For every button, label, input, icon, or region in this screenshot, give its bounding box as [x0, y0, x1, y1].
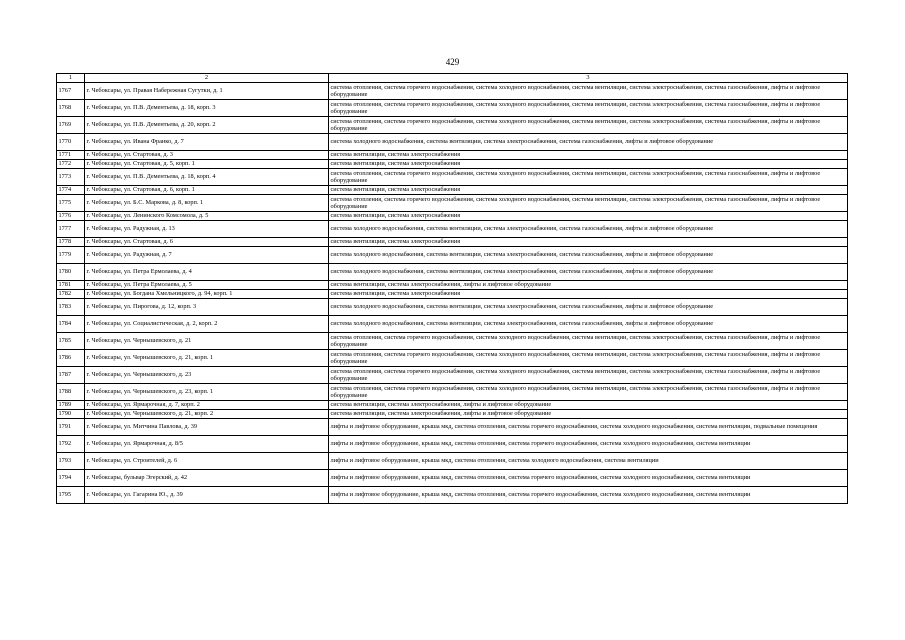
table-header-row [57, 74, 848, 83]
table-row [57, 419, 848, 436]
table-row [57, 410, 848, 419]
systems-cell: система вентиляции, система электроснабжения, лифты и лифтовое оборудование [329, 410, 848, 419]
systems-cell: лифты и лифтовое оборудование, крыша мкд, система отопления, система холодного водоснабжения, система вентиляции [329, 453, 848, 470]
building-systems-table [56, 73, 848, 504]
row-number-cell: 1791 [57, 419, 85, 436]
address-cell: г. Чебоксары, ул. Правая Набережная Сугутки, д. 1 [85, 83, 329, 100]
table-row [57, 151, 848, 160]
table-row [57, 247, 848, 264]
systems-cell: система вентиляции, система электроснабжения [329, 238, 848, 247]
systems-cell: система отопления, система горячего водоснабжения, система холодного водоснабжения, система вентиляции, система электроснабжения, система газоснабжения, лифты и лифтовое оборудование [329, 350, 848, 367]
table-row [57, 238, 848, 247]
column-header-number: 1 [57, 74, 85, 83]
row-number-cell: 1790 [57, 410, 85, 419]
address-cell: г. Чебоксары, ул. П.В. Дементьева, д. 20, корп. 2 [85, 117, 329, 134]
row-number-cell: 1772 [57, 160, 85, 169]
address-cell: г. Чебоксары, ул. Ярмарочная, д. 8/5 [85, 436, 329, 453]
table-row [57, 195, 848, 212]
systems-cell: система вентиляции, система электроснабжения [329, 186, 848, 195]
row-number-cell: 1789 [57, 401, 85, 410]
table-row [57, 221, 848, 238]
systems-cell: система вентиляции, система электроснабжения, лифты и лифтовое оборудование [329, 401, 848, 410]
row-number-cell: 1779 [57, 247, 85, 264]
address-cell: г. Чебоксары, ул. Стартовая, д. 5, корп. 1 [85, 160, 329, 169]
table-row [57, 117, 848, 134]
row-number-cell: 1778 [57, 238, 85, 247]
table-row [57, 333, 848, 350]
address-cell: г. Чебоксары, ул. Чернышевского, д. 23, корп. 1 [85, 384, 329, 401]
address-cell: г. Чебоксары, ул. Стартовая, д. 6, корп. 1 [85, 186, 329, 195]
page-number: 429 [445, 57, 460, 67]
address-cell: г. Чебоксары, ул. П.В. Дементьева, д. 18, корп. 3 [85, 100, 329, 117]
row-number-cell: 1771 [57, 151, 85, 160]
table-row [57, 299, 848, 316]
address-cell: г. Чебоксары, ул. Петра Ермолаева, д. 4 [85, 264, 329, 281]
table-row [57, 281, 848, 290]
address-cell: г. Чебоксары, ул. Стартовая, д. 6 [85, 238, 329, 247]
systems-cell: лифты и лифтовое оборудование, крыша мкд, система отопления, система горячего водоснабжения, система холодного водоснабжения, система вентиляции [329, 470, 848, 487]
systems-cell: лифты и лифтовое оборудование, крыша мкд, система отопления, система горячего водоснабжения, система холодного водоснабжения, система вентиляции, подвальные помещения [329, 419, 848, 436]
systems-cell: система отопления, система горячего водоснабжения, система холодного водоснабжения, система вентиляции, система электроснабжения, система газоснабжения, лифты и лифтовое оборудование [329, 117, 848, 134]
row-number-cell: 1774 [57, 186, 85, 195]
table-row [57, 169, 848, 186]
table-row [57, 453, 848, 470]
table-row [57, 367, 848, 384]
row-number-cell: 1769 [57, 117, 85, 134]
table-row [57, 316, 848, 333]
row-number-cell: 1770 [57, 134, 85, 151]
row-number-cell: 1781 [57, 281, 85, 290]
table-row [57, 83, 848, 100]
row-number-cell: 1775 [57, 195, 85, 212]
row-number-cell: 1786 [57, 350, 85, 367]
table-row [57, 212, 848, 221]
systems-cell: система холодного водоснабжения, система вентиляции, система электроснабжения, система газоснабжения, лифты и лифтовое оборудование [329, 221, 848, 238]
systems-cell: система вентиляции, система электроснабжения [329, 212, 848, 221]
systems-cell: система вентиляции, система электроснабжения [329, 160, 848, 169]
row-number-cell: 1780 [57, 264, 85, 281]
systems-cell: система вентиляции, система электроснабжения [329, 151, 848, 160]
row-number-cell: 1776 [57, 212, 85, 221]
address-cell: г. Чебоксары, ул. Социалистическая, д. 2, корп. 2 [85, 316, 329, 333]
row-number-cell: 1793 [57, 453, 85, 470]
address-cell: г. Чебоксары, ул. Ярмарочная, д. 7, корп. 2 [85, 401, 329, 410]
table-row [57, 470, 848, 487]
row-number-cell: 1767 [57, 83, 85, 100]
systems-cell: система вентиляции, система электроснабжения [329, 290, 848, 299]
address-cell: г. Чебоксары, ул. Радужная, д. 13 [85, 221, 329, 238]
table-row [57, 384, 848, 401]
column-header-systems: 3 [329, 74, 848, 83]
address-cell: г. Чебоксары, ул. Ленинского Комсомола, д. 5 [85, 212, 329, 221]
systems-cell: система отопления, система горячего водоснабжения, система холодного водоснабжения, система вентиляции, система электроснабжения, система газоснабжения, лифты и лифтовое оборудование [329, 169, 848, 186]
row-number-cell: 1795 [57, 487, 85, 504]
table-row [57, 487, 848, 504]
address-cell: г. Чебоксары, ул. Строителей, д. 6 [85, 453, 329, 470]
row-number-cell: 1787 [57, 367, 85, 384]
address-cell: г. Чебоксары, ул. П.В. Дементьева, д. 18, корп. 4 [85, 169, 329, 186]
systems-cell: система холодного водоснабжения, система вентиляции, система электроснабжения, система газоснабжения, лифты и лифтовое оборудование [329, 134, 848, 151]
systems-cell: система холодного водоснабжения, система вентиляции, система электроснабжения, система газоснабжения, лифты и лифтовое оборудование [329, 247, 848, 264]
row-number-cell: 1783 [57, 299, 85, 316]
table-row [57, 401, 848, 410]
systems-cell: система отопления, система горячего водоснабжения, система холодного водоснабжения, система вентиляции, система электроснабжения, система газоснабжения, лифты и лифтовое оборудование [329, 195, 848, 212]
address-cell: г. Чебоксары, ул. Петра Ермолаева, д. 5 [85, 281, 329, 290]
address-cell: г. Чебоксары, ул. Пирогова, д. 12, корп. 3 [85, 299, 329, 316]
row-number-cell: 1768 [57, 100, 85, 117]
address-cell: г. Чебоксары, ул. Гагарина Ю., д. 39 [85, 487, 329, 504]
address-cell: г. Чебоксары, ул. Стартовая, д. 3 [85, 151, 329, 160]
systems-cell: система отопления, система горячего водоснабжения, система холодного водоснабжения, система вентиляции, система электроснабжения, система газоснабжения, лифты и лифтовое оборудование [329, 100, 848, 117]
column-header-address: 2 [85, 74, 329, 83]
address-cell: г. Чебоксары, ул. Чернышевского, д. 21, корп. 2 [85, 410, 329, 419]
systems-cell: система холодного водоснабжения, система вентиляции, система электроснабжения, система газоснабжения, лифты и лифтовое оборудование [329, 299, 848, 316]
address-cell: г. Чебоксары, ул. Чернышевского, д. 21, корп. 1 [85, 350, 329, 367]
table-row [57, 160, 848, 169]
systems-cell: система отопления, система горячего водоснабжения, система холодного водоснабжения, система вентиляции, система электроснабжения, система газоснабжения, лифты и лифтовое оборудование [329, 333, 848, 350]
row-number-cell: 1782 [57, 290, 85, 299]
row-number-cell: 1784 [57, 316, 85, 333]
table-row [57, 134, 848, 151]
row-number-cell: 1792 [57, 436, 85, 453]
systems-cell: лифты и лифтовое оборудование, крыша мкд, система отопления, система горячего водоснабжения, система холодного водоснабжения, система вентиляции [329, 436, 848, 453]
table-row [57, 436, 848, 453]
address-cell: г. Чебоксары, ул. Митчина Павлова, д. 39 [85, 419, 329, 436]
address-cell: г. Чебоксары, ул. Ивана Франко, д. 7 [85, 134, 329, 151]
row-number-cell: 1777 [57, 221, 85, 238]
systems-cell: система отопления, система горячего водоснабжения, система холодного водоснабжения, система вентиляции, система электроснабжения, система газоснабжения, лифты и лифтовое оборудование [329, 367, 848, 384]
systems-cell: система холодного водоснабжения, система вентиляции, система электроснабжения, система газоснабжения, лифты и лифтовое оборудование [329, 316, 848, 333]
systems-cell: система холодного водоснабжения, система вентиляции, система электроснабжения, система газоснабжения, лифты и лифтовое оборудование [329, 264, 848, 281]
row-number-cell: 1773 [57, 169, 85, 186]
systems-cell: лифты и лифтовое оборудование, крыша мкд, система отопления, система горячего водоснабжения, система холодного водоснабжения, система вентиляции [329, 487, 848, 504]
address-cell: г. Чебоксары, ул. Б.С. Маркова, д. 8, корп. 1 [85, 195, 329, 212]
table-row [57, 350, 848, 367]
address-cell: г. Чебоксары, ул. Радужная, д. 7 [85, 247, 329, 264]
row-number-cell: 1788 [57, 384, 85, 401]
table-row [57, 264, 848, 281]
table-row [57, 100, 848, 117]
systems-cell: система вентиляции, система электроснабжения, лифты и лифтовое оборудование [329, 281, 848, 290]
systems-cell: система отопления, система горячего водоснабжения, система холодного водоснабжения, система вентиляции, система электроснабжения, система газоснабжения, лифты и лифтовое оборудование [329, 384, 848, 401]
systems-cell: система отопления, система горячего водоснабжения, система холодного водоснабжения, система вентиляции, система электроснабжения, система газоснабжения, лифты и лифтовое оборудование [329, 83, 848, 100]
address-cell: г. Чебоксары, ул. Чернышевского, д. 21 [85, 333, 329, 350]
row-number-cell: 1794 [57, 470, 85, 487]
address-cell: г. Чебоксары, бульвар Эгерский, д. 42 [85, 470, 329, 487]
address-cell: г. Чебоксары, ул. Чернышевского, д. 23 [85, 367, 329, 384]
table-row [57, 290, 848, 299]
address-cell: г. Чебоксары, ул. Богдана Хмельницкого, д. 94, корп. 1 [85, 290, 329, 299]
row-number-cell: 1785 [57, 333, 85, 350]
table-row [57, 186, 848, 195]
